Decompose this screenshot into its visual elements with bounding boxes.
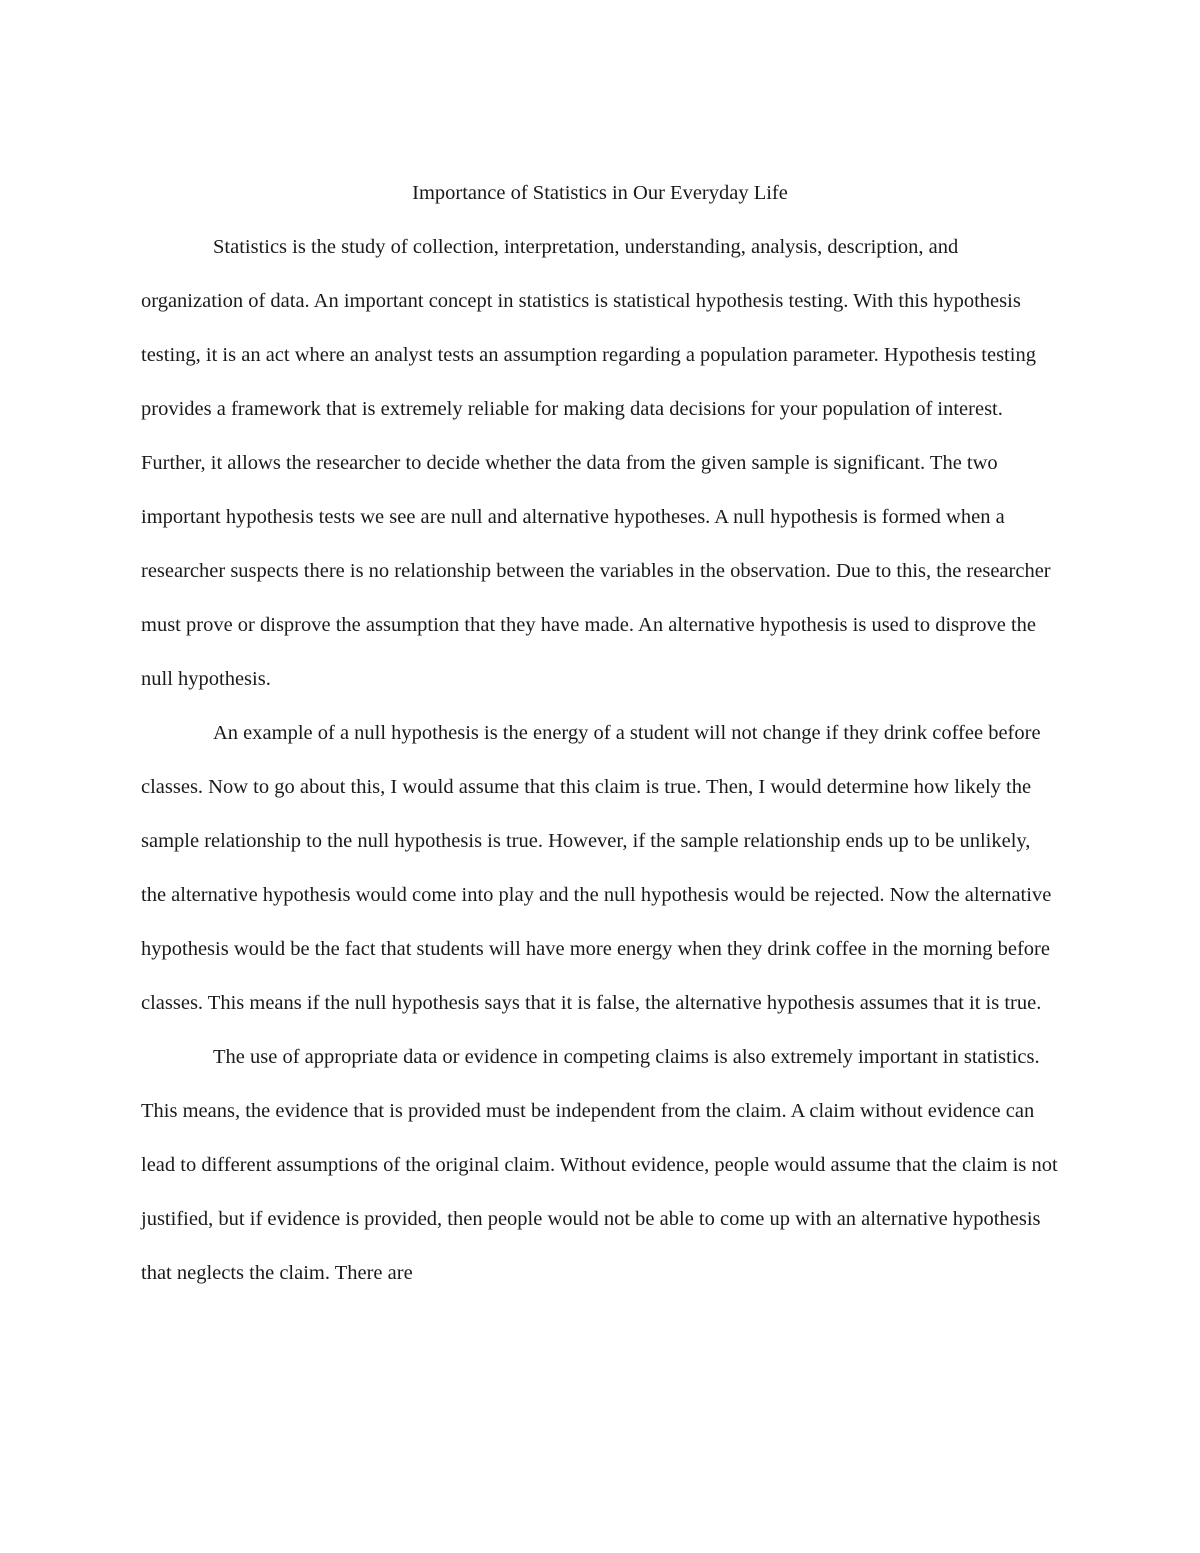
paragraph-1: Statistics is the study of collection, interpretation, understanding, analysis, description, and organization of data. An important concept in statistics is statistical hypothesis testing. With this hypothesis testing, it is an act where an analyst tests an assumption regarding a population parameter. Hypothesis testing provides a framework that is extremely reliable for making data decisions for your population of interest. Further, it allows the researcher to decide whether the data from the given sample is significant. The two important hypothesis tests we see are null and alternative hypotheses. A null hypothesis is formed when a researcher suspects there is no relationship between the variables in the observation. Due to this, the researcher must prove or disprove the assumption that they have made. An alternative hypothesis is used to disprove the null hypothesis. — [141, 236, 1051, 690]
paragraph-2: An example of a null hypothesis is the energy of a student will not change if they drink coffee before classes. Now to go about this, I would assume that this claim is true. Then, I would determine how likely the sample relationship to the null hypothesis is true. However, if the sample relationship ends up to be unlikely, the alternative hypothesis would come into play and the null hypothesis would be rejected. Now the alternative hypothesis would be the fact that students will have more energy when they drink coffee in the morning before classes. This means if the null hypothesis says that it is false, the alternative hypothesis assumes that it is true. — [141, 722, 1052, 1014]
document-body — [141, 166, 1059, 1300]
document-title: Importance of Statistics in Our Everyday Life — [412, 182, 788, 204]
paragraph-3: The use of appropriate data or evidence in competing claims is also extremely important in statistics. This means, the evidence that is provided must be independent from the claim. A claim without evidence can lead to different assumptions of the original claim. Without evidence, people would assume that the claim is not justified, but if evidence is provided, then people would not be able to come up with an alternative hypothesis that neglects the claim. There are — [141, 1046, 1058, 1284]
